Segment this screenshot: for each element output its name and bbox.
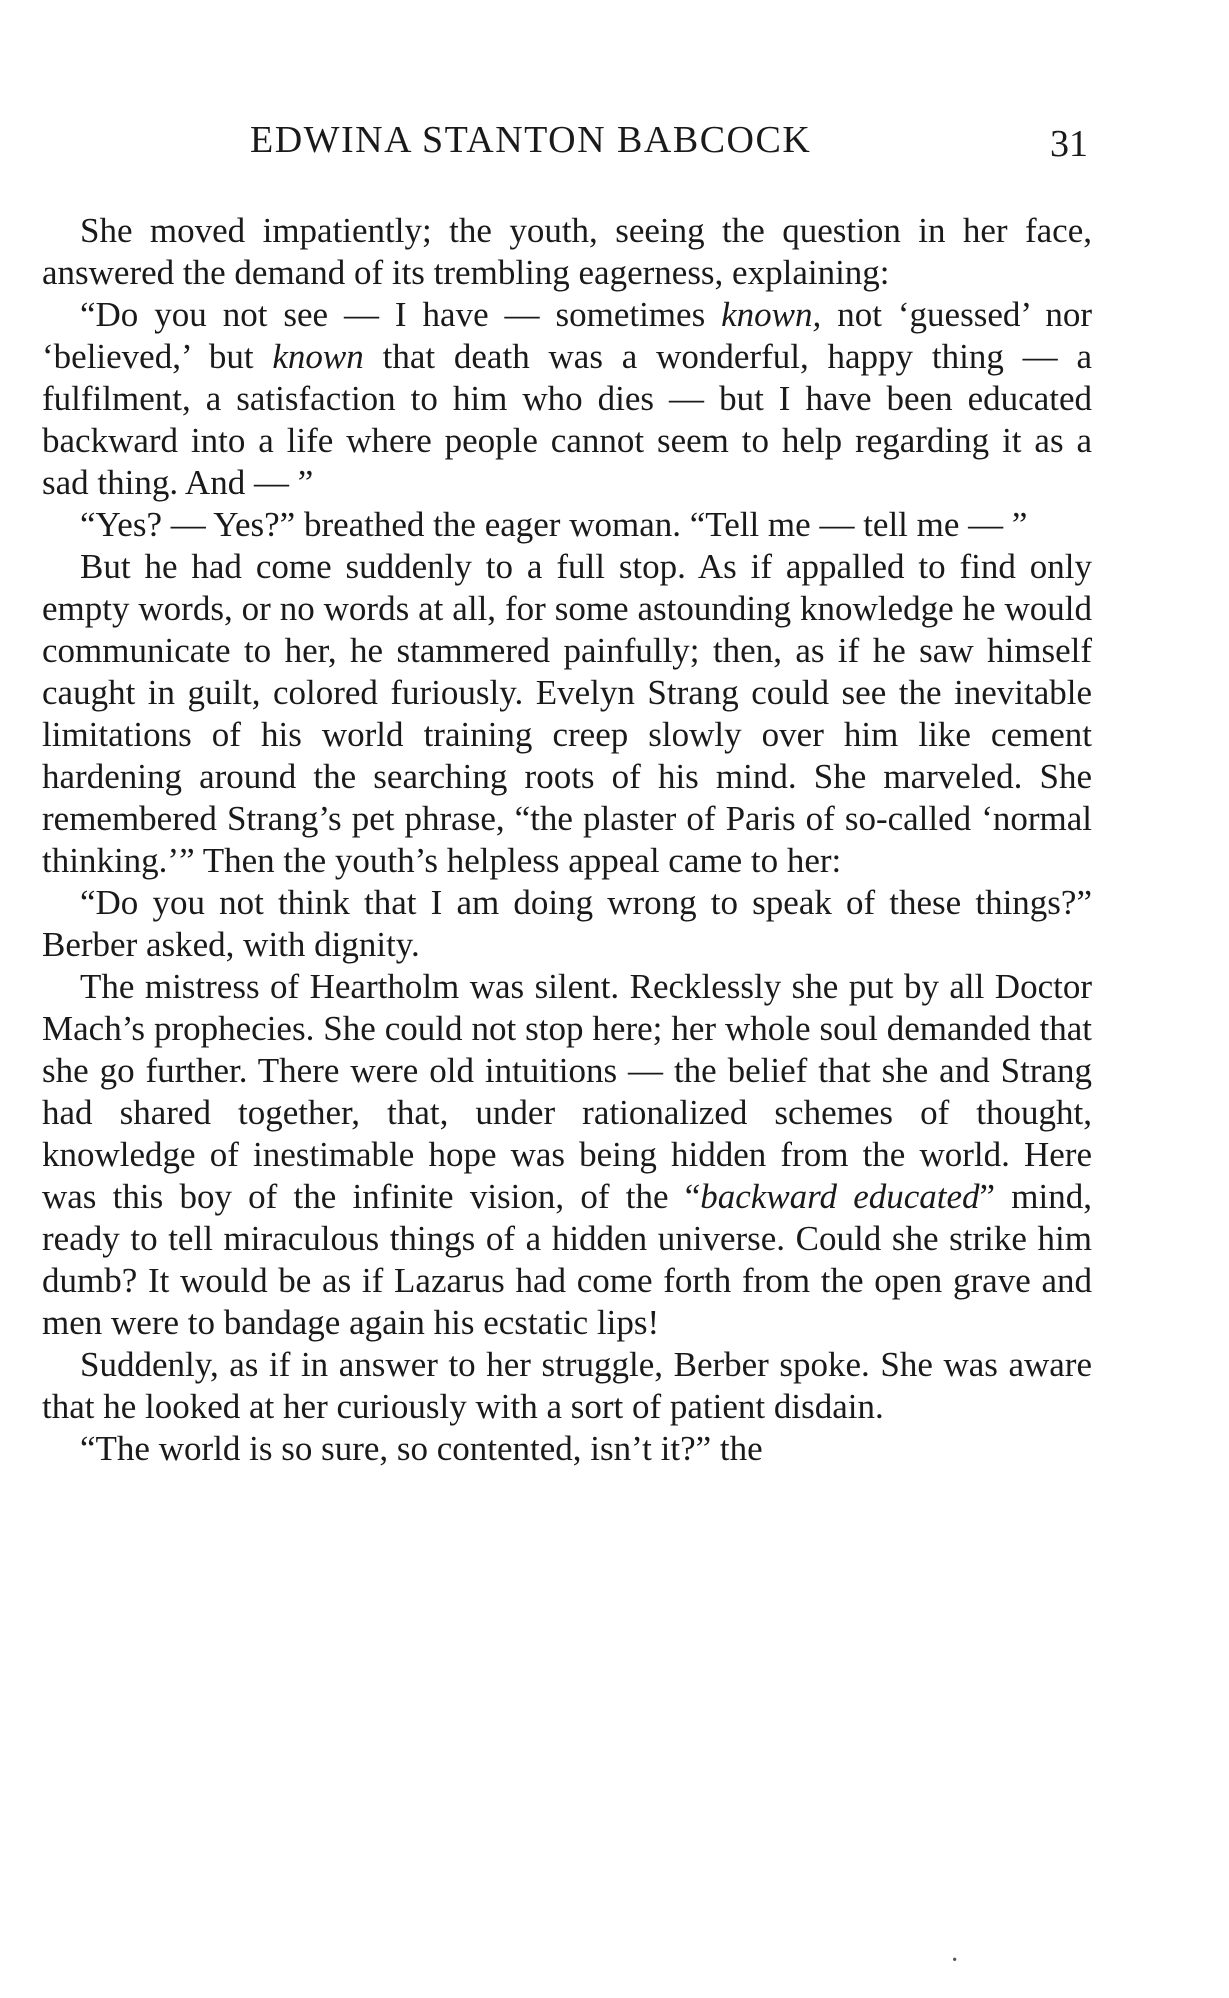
body-text xyxy=(42,210,1092,1470)
paragraph xyxy=(42,294,1092,504)
text-run: “Do you not see — I have — sometimes xyxy=(80,295,722,334)
italic-run: known xyxy=(272,337,364,376)
paragraph xyxy=(42,966,1092,1344)
paragraph xyxy=(42,504,1092,546)
text-run: “Yes? — Yes?” breathed the eager woman. “Tell me — tell me — ” xyxy=(80,505,1028,544)
italic-run: backward educated xyxy=(700,1177,980,1216)
text-run: She moved impatiently; the youth, seeing the question in her face, answered the demand of its trembling eagerness, explaining: xyxy=(42,211,1092,292)
printer-mark: · xyxy=(950,1945,960,1976)
text-run: that death was a wonderful, happy thing — a fulfilment, a satisfaction to him who dies — but I have been educated backward into a life where people cannot seem to help regarding it as a sad thing. And — ” xyxy=(42,337,1092,502)
text-run: Suddenly, as if in answer to her struggle, Berber spoke. She was aware that he looked at her curiously with a sort of patient disdain. xyxy=(42,1345,1092,1426)
paragraph xyxy=(42,546,1092,882)
text-run: ” mind, ready to tell miraculous things of a hidden universe. Could she strike him dumb? It would be as if Lazarus had come forth from the open grave and men were to bandage again his ecstatic lips! xyxy=(42,1177,1092,1342)
text-run: “The world is so sure, so contented, isn’t it?” the xyxy=(80,1429,763,1468)
paragraph xyxy=(42,1344,1092,1428)
text-run: The mistress of Heartholm was silent. Recklessly she put by all Doctor Mach’s prophecies. She could not stop here; her whole soul demanded that she go further. There were old intuitions — the belief that she and Strang had shared together, that, under rationalized schemes of thought, knowledge of inestimable hope was being hidden from the world. Here was this boy of the infinite vision, of the “ xyxy=(42,967,1092,1216)
paragraph xyxy=(42,1428,1092,1470)
paragraph xyxy=(42,210,1092,294)
running-head: EDWINA STANTON BABCOCK xyxy=(250,119,812,161)
italic-run: known, xyxy=(721,295,822,334)
page-number: 31 xyxy=(1050,123,1088,165)
paragraph xyxy=(42,882,1092,966)
text-run: not ‘guessed’ nor ‘believed,’ but xyxy=(42,295,1093,376)
text-run: But he had come suddenly to a full stop. As if appalled to find only empty words, or no words at all, for some astounding knowledge he would communicate to her, he stammered painfully; then, as if he saw himself caught in guilt, colored furiously. Evelyn Strang could see the inevitable limitations of his world training creep slowly over him like cement hardening around the searching roots of his mind. She marveled. She remembered Strang’s pet phrase, “the plaster of Paris of so-called ‘normal thinking.’” Then the youth’s helpless appeal came to her: xyxy=(42,547,1092,880)
text-run: “Do you not think that I am doing wrong to speak of these things?” Berber asked, with dignity. xyxy=(42,883,1092,964)
